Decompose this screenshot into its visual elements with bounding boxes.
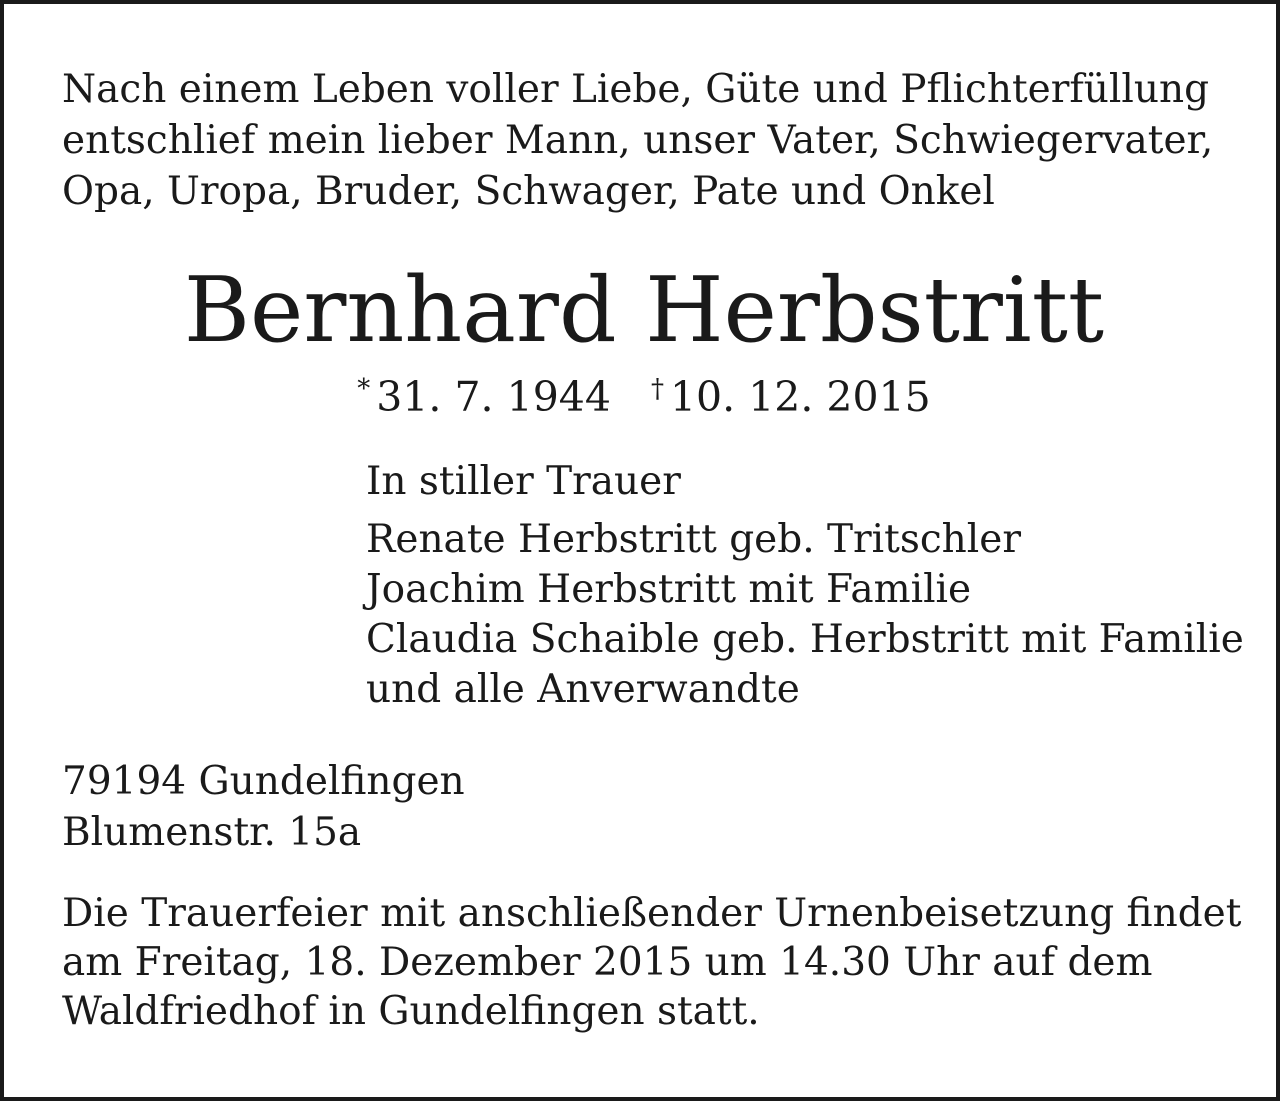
service-line: Die Trauerfeier mit anschließender Urnenbeisetzung findet — [62, 891, 1242, 936]
service-line: Waldfriedhof in Gundelfingen statt. — [62, 989, 760, 1034]
address-city: 79194 Gundelfingen — [62, 759, 465, 804]
life-dates — [4, 373, 1280, 421]
address-street: Blumenstr. 15a — [62, 810, 362, 855]
mourners-heading: In stiller Trauer — [366, 459, 681, 504]
intro-line: Opa, Uropa, Bruder, Schwager, Pate und Onkel — [62, 169, 995, 214]
mourner-name: Renate Herbstritt geb. Tritschler — [366, 517, 1021, 562]
mourner-name: Claudia Schaible geb. Herbstritt mit Familie — [366, 617, 1244, 662]
intro-line: entschlief mein lieber Mann, unser Vater, Schwiegervater, — [62, 118, 1214, 163]
intro-line: Nach einem Leben voller Liebe, Güte und Pflichterfüllung — [62, 67, 1210, 112]
mourner-name: Joachim Herbstritt mit Familie — [366, 567, 972, 612]
death-mark: † — [650, 374, 664, 404]
birth-date: 31. 7. 1944 — [376, 373, 611, 421]
death-date: 10. 12. 2015 — [669, 373, 931, 421]
deceased-name: Bernhard Herbstritt — [183, 258, 1105, 363]
service-line: am Freitag, 18. Dezember 2015 um 14.30 Uhr auf dem — [62, 940, 1153, 985]
mourner-name: und alle Anverwandte — [366, 667, 800, 712]
birth-mark: * — [357, 374, 371, 404]
